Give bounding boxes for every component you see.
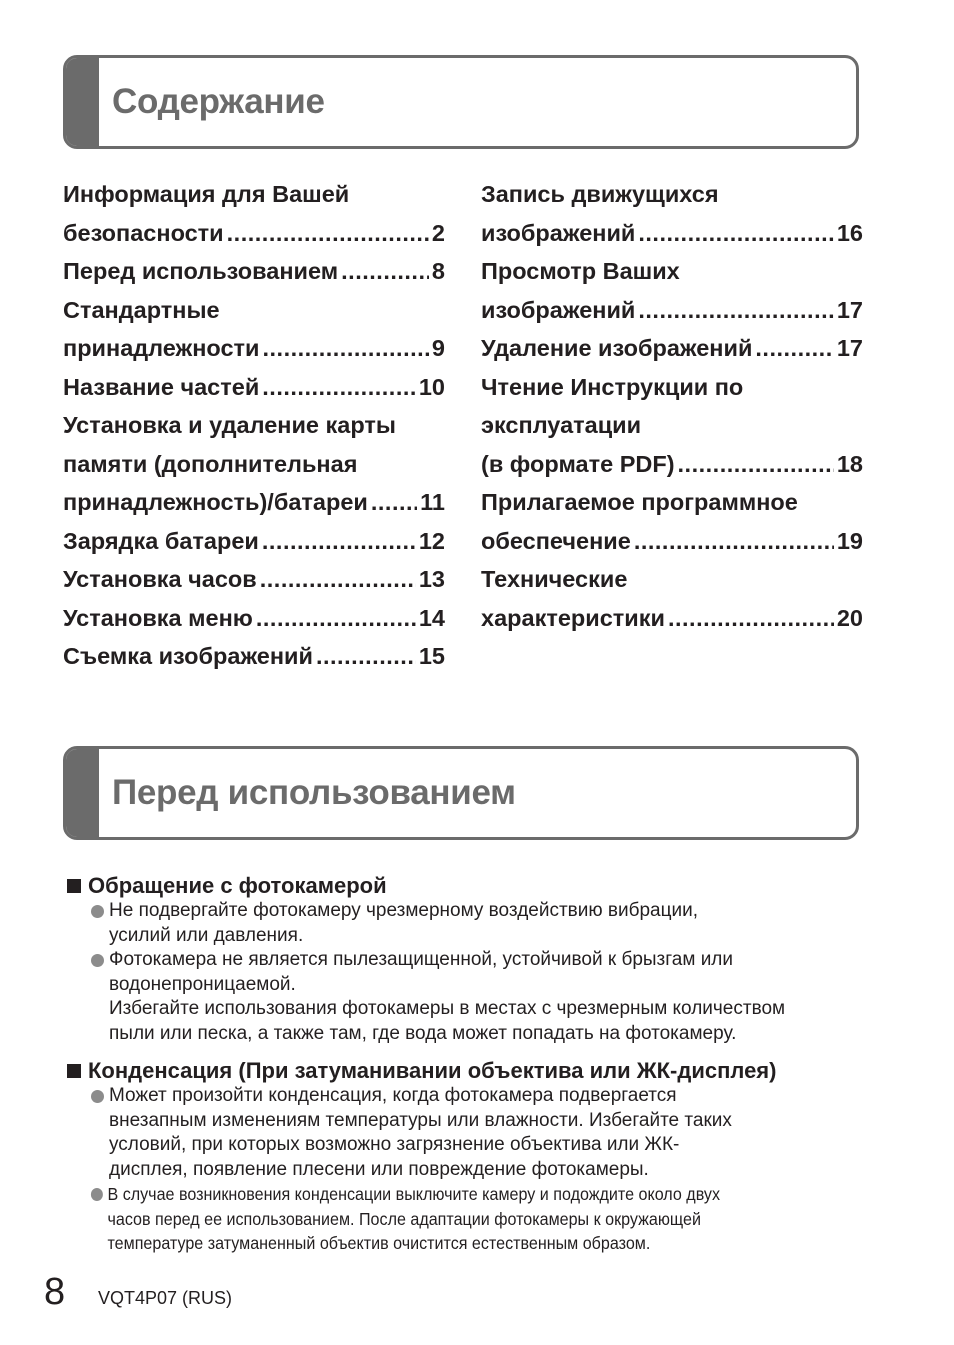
toc-page-number: 18 xyxy=(836,450,863,477)
toc-leader-dots xyxy=(678,445,834,484)
toc-leader-dots xyxy=(262,329,428,368)
toc-entry xyxy=(481,483,863,522)
before-use-heading-box xyxy=(63,746,859,840)
toc-entry xyxy=(63,368,445,407)
toc-entry-text: Установка и удаление карты xyxy=(63,412,396,438)
toc-entry xyxy=(63,291,445,330)
toc-entry xyxy=(63,252,445,291)
toc-entry-text: Перед использованием xyxy=(63,258,339,284)
toc-page-number: 20 xyxy=(836,604,863,631)
toc-entry xyxy=(63,560,445,599)
toc-page-number: 19 xyxy=(836,527,863,554)
toc-entry-text: Установка меню xyxy=(63,604,253,631)
toc-right-column xyxy=(481,175,863,637)
toc-page-number: 17 xyxy=(836,296,863,323)
toc-entry xyxy=(63,599,445,638)
toc-leader-dots xyxy=(638,291,834,330)
before-use-title: Перед использованием xyxy=(112,773,516,812)
toc-entry-text: Съемка изображений xyxy=(63,643,313,669)
toc-entry xyxy=(481,599,863,638)
toc-entry xyxy=(63,329,445,368)
toc-entry xyxy=(63,483,445,522)
toc-entry-text: Прилагаемое программное xyxy=(481,489,798,515)
toc-entry-text: Информация для Вашей xyxy=(63,181,350,207)
toc-leader-dots xyxy=(634,522,834,561)
toc-entry xyxy=(481,175,863,214)
toc-entry xyxy=(63,445,445,484)
condensation-bullet-causes: Может произойти конденсация, когда фотокамера подвергается внезапным изменениям температуры или влажности. Избегайте таких условий, при которых возможно загрязнение объектива или ЖК- дисплея, появление плесени или повреждение фотокамеры. xyxy=(90,1084,863,1182)
toc-page-number: 14 xyxy=(418,604,445,631)
toc-entry xyxy=(481,406,863,445)
toc-page-number: 11 xyxy=(420,489,445,515)
toc-entry xyxy=(63,214,445,253)
contents-title: Содержание xyxy=(112,82,325,121)
toc-entry-text: Название частей xyxy=(63,373,260,400)
toc-entry xyxy=(63,175,445,214)
heading-accent-bar xyxy=(66,749,99,837)
toc-leader-dots xyxy=(668,599,834,638)
toc-entry xyxy=(481,252,863,291)
document-code: VQT4P07 (RUS) xyxy=(98,1288,233,1308)
toc-leader-dots xyxy=(260,560,416,599)
toc-page-number: 12 xyxy=(418,527,445,554)
toc-entry-text: Стандартные xyxy=(63,296,220,323)
toc-entry xyxy=(481,291,863,330)
toc-entry-text: принадлежность)/батареи xyxy=(63,489,368,515)
toc-page-number: 13 xyxy=(418,566,445,592)
handling-bullet-vibration: Не подвергайте фотокамеру чрезмерному воздействию вибрации, усилий или давления. xyxy=(90,899,863,948)
handling-heading xyxy=(63,872,863,899)
toc-entry-text: эксплуатации xyxy=(481,412,642,438)
toc-leader-dots xyxy=(638,214,834,253)
heading-accent-bar xyxy=(66,58,99,146)
toc-leader-dots xyxy=(341,252,429,291)
condensation-section xyxy=(63,1057,863,1256)
toc-entry-text: безопасности xyxy=(63,219,224,246)
toc-leader-dots xyxy=(755,329,833,368)
round-bullet-icon xyxy=(91,954,104,967)
toc-entry-text: обеспечение xyxy=(481,527,631,554)
toc-entry-text: Установка часов xyxy=(63,566,257,592)
toc-left-column xyxy=(63,175,445,676)
toc-leader-dots xyxy=(227,214,429,253)
toc-entry xyxy=(481,560,863,599)
handling-bullet-dust: Фотокамера не является пылезащищенной, устойчивой к брызгам или водонепроницаемой. Избегайте использования фотокамеры в местах с чрезмерным количеством пыли или песка, а также там, где вода может попадать на фотокамеру. xyxy=(90,948,863,1046)
toc-page-number: 8 xyxy=(431,258,445,284)
toc-entry-text: памяти (дополнительная xyxy=(63,450,358,477)
toc-entry-text: Зарядка батареи xyxy=(63,527,259,554)
toc-entry xyxy=(63,406,445,445)
toc-entry xyxy=(481,445,863,484)
toc-leader-dots xyxy=(262,522,416,561)
handling-heading-text: Обращение с фотокамерой xyxy=(88,873,387,898)
toc-leader-dots xyxy=(316,637,416,676)
condensation-heading xyxy=(63,1057,863,1084)
round-bullet-icon xyxy=(91,905,104,918)
toc-entry-text: (в формате PDF) xyxy=(481,450,675,477)
toc-entry xyxy=(481,368,863,407)
page-number: 8 xyxy=(44,1271,66,1313)
toc-entry-text: характеристики xyxy=(481,604,665,631)
toc-entry-text: Просмотр Ваших xyxy=(481,258,680,284)
toc-entry xyxy=(481,522,863,561)
toc-entry-text: Удаление изображений xyxy=(481,335,753,361)
round-bullet-icon xyxy=(91,1188,103,1201)
square-bullet-icon xyxy=(67,1064,81,1078)
toc-page-number: 17 xyxy=(836,335,863,361)
toc-entry xyxy=(481,329,863,368)
toc-page-number: 15 xyxy=(418,643,445,669)
toc-leader-dots xyxy=(371,483,417,522)
square-bullet-icon xyxy=(67,879,81,893)
toc-entry xyxy=(63,522,445,561)
toc-page-number: 16 xyxy=(836,219,863,246)
toc-page-number: 9 xyxy=(431,335,445,361)
condensation-heading-text: Конденсация (При затуманивании объектива или ЖК-дисплея) xyxy=(88,1058,777,1083)
handling-section xyxy=(63,872,863,1046)
toc-entry xyxy=(63,637,445,676)
toc-entry xyxy=(481,214,863,253)
condensation-bullet-remedy: В случае возникновения конденсации выключите камеру и подождите около двух часов перед ее использованием. После адаптации фотокамеры к окружающей температуре затуманенный объектив очистится естественным образом. xyxy=(90,1182,857,1256)
toc-page-number: 2 xyxy=(431,219,445,246)
toc-leader-dots xyxy=(262,368,416,407)
toc-entry-text: Чтение Инструкции по xyxy=(481,373,744,400)
round-bullet-icon xyxy=(91,1090,104,1103)
toc-entry-text: изображений xyxy=(481,296,636,323)
toc-page-number: 10 xyxy=(418,373,445,400)
toc-entry-text: Технические xyxy=(481,566,628,592)
toc-entry-text: Запись движущихся xyxy=(481,181,719,207)
toc-entry-text: принадлежности xyxy=(63,335,260,361)
contents-heading-box xyxy=(63,55,859,149)
toc-entry-text: изображений xyxy=(481,219,636,246)
toc-leader-dots xyxy=(256,599,416,638)
